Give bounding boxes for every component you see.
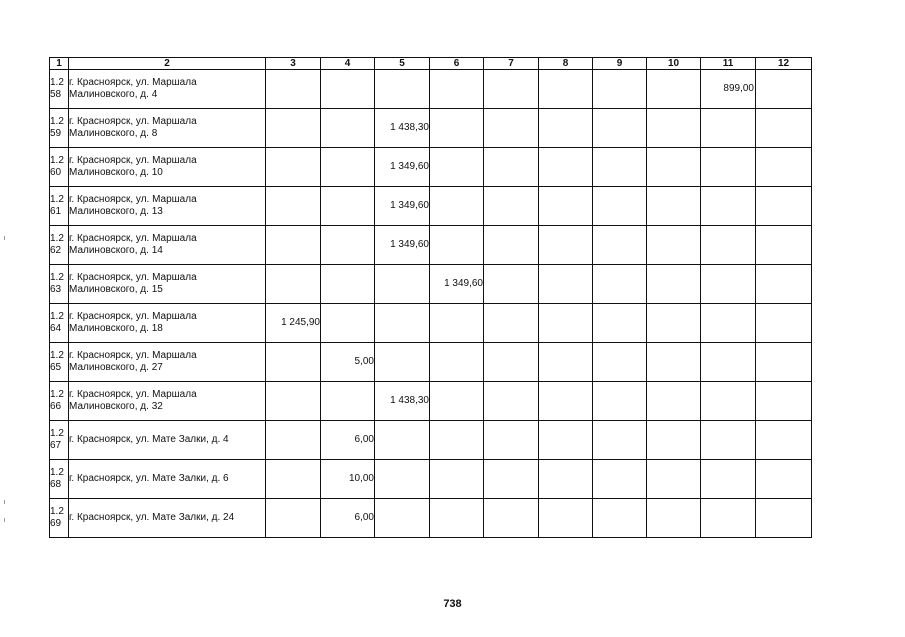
value-cell: [321, 109, 375, 148]
value-cell: [266, 226, 321, 265]
value-cell: [375, 343, 430, 382]
value-cell: [539, 382, 593, 421]
column-header: 12: [756, 58, 812, 70]
value-cell: [430, 382, 484, 421]
address-text: Малиновского, д. 10: [69, 167, 163, 178]
value-cell: [539, 109, 593, 148]
address-text: г. Красноярск, ул. Мате Залки, д. 24: [69, 512, 235, 523]
value-cell: 5,00: [321, 343, 375, 382]
value-cell: [266, 499, 321, 538]
address-text: г. Красноярск, ул. Маршала: [69, 389, 197, 400]
value-cell: [701, 304, 756, 343]
value-cell: [375, 70, 430, 109]
column-header: 5: [375, 58, 430, 70]
value-cell: [756, 304, 812, 343]
value-cell: [647, 148, 701, 187]
value-cell: [266, 109, 321, 148]
address-text: г. Красноярск, ул. Маршала: [69, 233, 197, 244]
value-cell: [756, 187, 812, 226]
value-cell: [484, 304, 539, 343]
scan-mark: [4, 518, 5, 522]
address-text: Малиновского, д. 18: [69, 323, 163, 334]
value-cell: [756, 70, 812, 109]
address-text: Малиновского, д. 13: [69, 206, 163, 217]
address-text: г. Красноярск, ул. Маршала: [69, 350, 197, 361]
value-cell: [647, 499, 701, 538]
value-cell: [266, 460, 321, 499]
row-number-text: 1.2: [50, 77, 64, 88]
row-number-cell: [50, 421, 69, 460]
column-header: 8: [539, 58, 593, 70]
address-cell: [69, 343, 266, 382]
table-row: [50, 499, 812, 538]
address-text: Малиновского, д. 14: [69, 245, 163, 256]
value-cell: 6,00: [321, 499, 375, 538]
value-cell: [321, 226, 375, 265]
scan-mark: [4, 236, 5, 240]
address-text: г. Красноярск, ул. Мате Залки, д. 4: [69, 434, 229, 445]
value-cell: [539, 226, 593, 265]
value-cell: [484, 499, 539, 538]
row-number-text: 58: [50, 89, 62, 100]
column-header: 7: [484, 58, 539, 70]
value-cell: [375, 304, 430, 343]
value-cell: [756, 499, 812, 538]
value-cell: [321, 265, 375, 304]
value-cell: 1 245,90: [266, 304, 321, 343]
value-cell: 6,00: [321, 421, 375, 460]
scan-mark: [4, 500, 5, 504]
row-number-cell: [50, 343, 69, 382]
address-text: г. Красноярск, ул. Маршала: [69, 272, 197, 283]
row-number-text: 63: [50, 284, 62, 295]
value-cell: [321, 70, 375, 109]
value-cell: 1 438,30: [375, 382, 430, 421]
value-cell: [756, 226, 812, 265]
address-cell: [69, 460, 266, 499]
table-row: [50, 304, 812, 343]
value-cell: [701, 343, 756, 382]
address-cell: [69, 382, 266, 421]
row-number-text: 1.2: [50, 506, 64, 517]
value-cell: [266, 382, 321, 421]
value-cell: [647, 226, 701, 265]
row-number-cell: [50, 460, 69, 499]
column-header: 2: [69, 58, 266, 70]
value-cell: [593, 421, 647, 460]
value-cell: [484, 421, 539, 460]
row-number-text: 1.2: [50, 311, 64, 322]
value-cell: [647, 304, 701, 343]
value-cell: [484, 382, 539, 421]
value-cell: 899,00: [701, 70, 756, 109]
row-number-cell: [50, 148, 69, 187]
value-cell: [593, 460, 647, 499]
value-cell: [375, 421, 430, 460]
value-cell: [266, 421, 321, 460]
column-header: 11: [701, 58, 756, 70]
value-cell: [484, 70, 539, 109]
value-cell: [484, 460, 539, 499]
value-cell: [430, 304, 484, 343]
value-cell: [593, 109, 647, 148]
value-cell: [593, 226, 647, 265]
row-number-text: 1.2: [50, 350, 64, 361]
value-cell: [647, 460, 701, 499]
column-header: 1: [50, 58, 69, 70]
value-cell: [593, 70, 647, 109]
row-number-text: 62: [50, 245, 62, 256]
address-text: Малиновского, д. 4: [69, 89, 158, 100]
value-cell: [701, 265, 756, 304]
value-cell: [484, 265, 539, 304]
address-text: г. Красноярск, ул. Маршала: [69, 155, 197, 166]
value-cell: [539, 70, 593, 109]
row-number-text: 1.2: [50, 155, 64, 166]
value-cell: [756, 382, 812, 421]
address-text: Малиновского, д. 32: [69, 401, 163, 412]
row-number-text: 64: [50, 323, 62, 334]
address-cell: [69, 148, 266, 187]
value-cell: [701, 109, 756, 148]
value-cell: [539, 265, 593, 304]
column-header: 10: [647, 58, 701, 70]
value-cell: 1 349,60: [375, 226, 430, 265]
value-cell: 10,00: [321, 460, 375, 499]
row-number-text: 60: [50, 167, 62, 178]
address-cell: [69, 265, 266, 304]
value-cell: [539, 343, 593, 382]
value-cell: [375, 499, 430, 538]
value-cell: [539, 187, 593, 226]
address-cell: [69, 421, 266, 460]
value-cell: [321, 148, 375, 187]
value-cell: [430, 109, 484, 148]
value-cell: [701, 499, 756, 538]
value-cell: [647, 187, 701, 226]
value-cell: [593, 304, 647, 343]
row-number-text: 1.2: [50, 389, 64, 400]
row-number-text: 61: [50, 206, 62, 217]
value-cell: [593, 382, 647, 421]
value-cell: [756, 148, 812, 187]
header-row: [50, 58, 812, 70]
value-cell: [756, 265, 812, 304]
address-cell: [69, 226, 266, 265]
value-cell: [647, 109, 701, 148]
table-row: [50, 187, 812, 226]
value-cell: [756, 343, 812, 382]
value-cell: [430, 421, 484, 460]
value-cell: [756, 109, 812, 148]
row-number-cell: [50, 226, 69, 265]
row-number-text: 1.2: [50, 233, 64, 244]
value-cell: [430, 499, 484, 538]
row-number-cell: [50, 499, 69, 538]
address-text: Малиновского, д. 15: [69, 284, 163, 295]
row-number-text: 1.2: [50, 467, 64, 478]
row-number-text: 1.2: [50, 194, 64, 205]
value-cell: [484, 148, 539, 187]
value-cell: [266, 265, 321, 304]
value-cell: [756, 421, 812, 460]
table-row: [50, 421, 812, 460]
value-cell: [430, 226, 484, 265]
table-row: [50, 265, 812, 304]
table-row: [50, 226, 812, 265]
value-cell: [266, 343, 321, 382]
value-cell: [484, 226, 539, 265]
value-cell: [647, 265, 701, 304]
value-cell: [430, 70, 484, 109]
value-cell: [266, 70, 321, 109]
address-text: г. Красноярск, ул. Маршала: [69, 311, 197, 322]
row-number-cell: [50, 304, 69, 343]
row-number-text: 68: [50, 479, 62, 490]
row-number-text: 69: [50, 518, 62, 529]
column-header: 4: [321, 58, 375, 70]
row-number-text: 1.2: [50, 116, 64, 127]
value-cell: [701, 460, 756, 499]
address-text: г. Красноярск, ул. Маршала: [69, 77, 197, 88]
row-number-text: 1.2: [50, 428, 64, 439]
value-cell: [701, 226, 756, 265]
value-cell: [701, 421, 756, 460]
value-cell: [701, 148, 756, 187]
value-cell: [539, 460, 593, 499]
table-row: [50, 109, 812, 148]
value-cell: [647, 421, 701, 460]
value-cell: [647, 343, 701, 382]
value-cell: [321, 382, 375, 421]
value-cell: [593, 265, 647, 304]
row-number-text: 1.2: [50, 272, 64, 283]
address-text: г. Красноярск, ул. Мате Залки, д. 6: [69, 473, 229, 484]
value-cell: [484, 187, 539, 226]
value-cell: [647, 382, 701, 421]
table-row: [50, 460, 812, 499]
value-cell: [430, 343, 484, 382]
value-cell: 1 349,60: [375, 187, 430, 226]
value-cell: [756, 460, 812, 499]
value-cell: [375, 265, 430, 304]
value-cell: [539, 304, 593, 343]
row-number-cell: [50, 70, 69, 109]
value-cell: [430, 460, 484, 499]
value-cell: [266, 187, 321, 226]
value-cell: [539, 499, 593, 538]
row-number-text: 65: [50, 362, 62, 373]
column-header: 3: [266, 58, 321, 70]
value-cell: [539, 148, 593, 187]
value-cell: [375, 460, 430, 499]
address-cell: [69, 70, 266, 109]
value-cell: [430, 187, 484, 226]
value-cell: [266, 148, 321, 187]
value-cell: 1 349,60: [430, 265, 484, 304]
address-cell: [69, 187, 266, 226]
value-cell: [593, 343, 647, 382]
value-cell: [321, 304, 375, 343]
row-number-cell: [50, 187, 69, 226]
address-cell: [69, 304, 266, 343]
address-cell: [69, 499, 266, 538]
value-cell: [701, 382, 756, 421]
row-number-text: 59: [50, 128, 62, 139]
row-number-cell: [50, 382, 69, 421]
address-text: г. Красноярск, ул. Маршала: [69, 116, 197, 127]
column-header: 9: [593, 58, 647, 70]
value-cell: [321, 187, 375, 226]
row-number-text: 66: [50, 401, 62, 412]
row-number-cell: [50, 109, 69, 148]
address-text: Малиновского, д. 27: [69, 362, 163, 373]
page-number: 738: [443, 598, 462, 610]
value-cell: [430, 148, 484, 187]
value-cell: [484, 343, 539, 382]
address-cell: [69, 109, 266, 148]
value-cell: [701, 187, 756, 226]
value-cell: [484, 109, 539, 148]
row-number-cell: [50, 265, 69, 304]
address-text: г. Красноярск, ул. Маршала: [69, 194, 197, 205]
value-cell: 1 349,60: [375, 148, 430, 187]
row-number-text: 67: [50, 440, 62, 451]
value-cell: [593, 499, 647, 538]
data-table: [49, 57, 812, 538]
value-cell: [647, 70, 701, 109]
address-text: Малиновского, д. 8: [69, 128, 158, 139]
table-row: [50, 382, 812, 421]
column-header: 6: [430, 58, 484, 70]
table-row: [50, 148, 812, 187]
value-cell: 1 438,30: [375, 109, 430, 148]
table-row: [50, 70, 812, 109]
value-cell: [593, 148, 647, 187]
table-row: [50, 343, 812, 382]
value-cell: [593, 187, 647, 226]
value-cell: [539, 421, 593, 460]
